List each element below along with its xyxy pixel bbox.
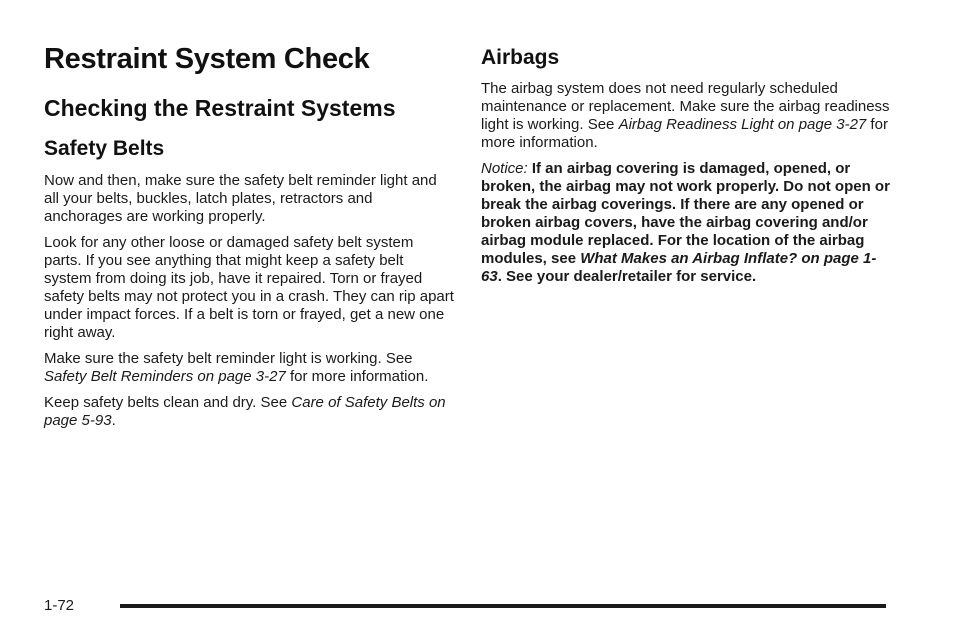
subheading-safety-belts: Safety Belts — [44, 137, 165, 160]
paragraph-text: The airbag system does not need regularly scheduled maintenance or replacement. Make sure the airbag readiness light is working. See — [481, 80, 890, 133]
subheading-airbags: Airbags — [481, 46, 560, 69]
xref-care-of-safety-belts[interactable]: Care of Safety Belts on page 5-93 — [44, 394, 446, 429]
paragraph-belt-check: Now and then, make sure the safety belt reminder light and all your belts, buckles, latch plates, retractors and anchorages are working properly. — [44, 172, 437, 225]
paragraph-text: Keep safety belts clean and dry. See — [44, 394, 292, 411]
xref-airbag-inflate[interactable]: What Makes an Airbag Inflate? on page 1-63 — [481, 250, 877, 285]
section-heading-checking: Checking the Restraint Systems — [44, 95, 396, 121]
notice-block — [481, 160, 893, 286]
paragraph-damaged-belts: Look for any other loose or damaged safety belt system parts. If you see anything that might keep a safety belt system from doing its job, have it repaired. Torn or frayed safety belts may not protect you in a crash. They can rip apart under impact forces. If a belt is torn or frayed, get a new one right away. — [44, 234, 454, 341]
paragraph-text: for more information. — [285, 368, 429, 385]
left-body — [44, 172, 454, 438]
paragraph-text: for more information. — [481, 116, 888, 151]
paragraph-reminder-light — [44, 350, 454, 386]
page-number: 1-72 — [44, 597, 75, 614]
xref-airbag-readiness-light[interactable]: Airbag Readiness Light on page 3-27 — [618, 116, 867, 133]
page-title: Restraint System Check — [44, 43, 370, 75]
footer-rule — [120, 604, 886, 608]
paragraph-text: . — [111, 412, 116, 429]
right-body — [481, 80, 893, 294]
xref-safety-belt-reminders[interactable]: Safety Belt Reminders on page 3-27 — [44, 368, 286, 385]
paragraph-clean-dry — [44, 394, 454, 430]
notice-text: If an airbag covering is damaged, opened, or broken, the airbag may not work properly. Do not open or break the airbag coverings. If there are any opened or broken airbag covers, have the airbag covering and/or airbag module replaced. For the location of the airbag modules, see — [481, 160, 890, 267]
notice-text: . See your dealer/retailer for service. — [497, 268, 757, 285]
paragraph-text: Make sure the safety belt reminder light is working. See — [44, 350, 413, 367]
paragraph-airbag-maintenance — [481, 80, 893, 152]
notice-label: Notice: — [481, 160, 528, 177]
